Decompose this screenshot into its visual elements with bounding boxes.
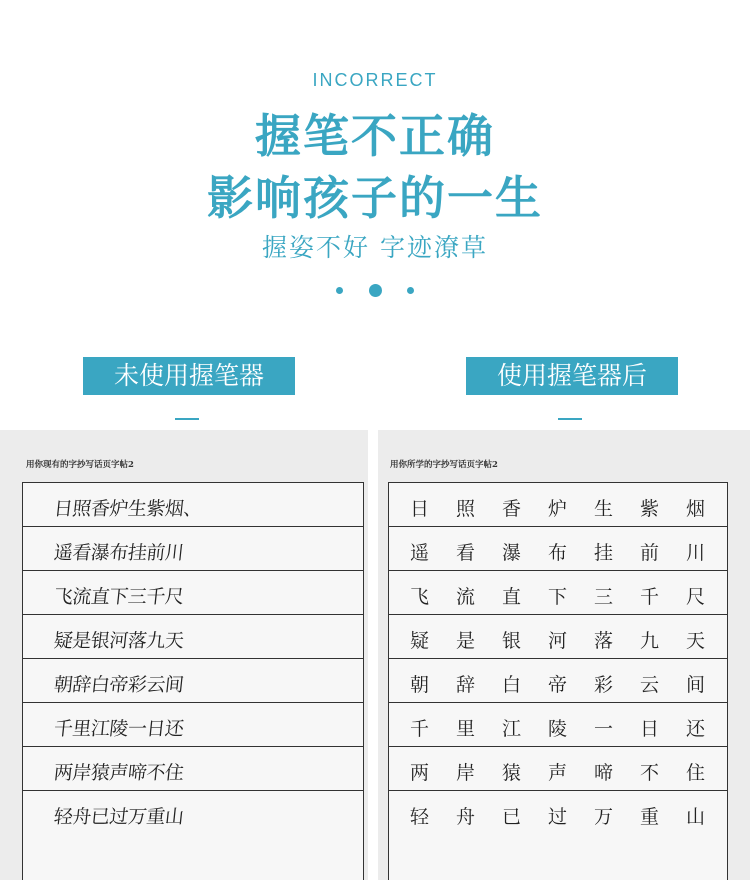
handwriting-char: 朝 <box>410 674 430 696</box>
handwriting-char: 日 <box>410 498 430 520</box>
handwriting-char: 川 <box>686 542 706 564</box>
writing-row <box>22 570 364 615</box>
handwriting-char: 香 <box>502 498 522 520</box>
handwriting-char: 千 <box>410 718 430 740</box>
handwriting-line: 千里江陵一日还 <box>52 718 185 740</box>
handwriting-line: 轻舟已过万重山 <box>52 806 185 828</box>
writing-row <box>388 526 728 571</box>
handwriting-char: 轻 <box>410 806 430 828</box>
decorative-dots <box>0 280 750 299</box>
writing-row <box>388 658 728 703</box>
handwriting-char: 辞 <box>456 674 476 696</box>
handwriting-char: 过 <box>548 806 568 828</box>
handwriting-char: 布 <box>548 542 568 564</box>
handwriting-line <box>410 538 732 565</box>
writing-sheet <box>22 482 364 880</box>
writing-row <box>388 482 728 527</box>
handwriting-char: 烟 <box>686 498 706 520</box>
writing-row <box>22 482 364 527</box>
handwriting-char: 还 <box>686 718 706 740</box>
writing-row <box>388 790 728 835</box>
label-after-dash <box>558 418 582 420</box>
handwriting-char: 江 <box>502 718 522 740</box>
writing-row <box>22 746 364 791</box>
handwriting-char: 日 <box>640 718 660 740</box>
handwriting-char: 挂 <box>594 542 614 564</box>
dot-icon <box>336 287 343 294</box>
handwriting-char: 万 <box>594 806 614 828</box>
handwriting-char: 生 <box>594 498 614 520</box>
handwriting-sample-after <box>378 430 750 880</box>
handwriting-line <box>410 494 732 521</box>
handwriting-char: 一 <box>594 718 614 740</box>
handwriting-char: 河 <box>548 630 568 652</box>
handwriting-char: 瀑 <box>502 542 522 564</box>
writing-row <box>388 570 728 615</box>
label-after: 使用握笔器后 <box>466 357 678 395</box>
handwriting-char: 紫 <box>640 498 660 520</box>
handwriting-char: 炉 <box>548 498 568 520</box>
handwriting-line: 两岸猿声啼不住 <box>52 762 185 784</box>
handwriting-char: 猿 <box>502 762 522 784</box>
handwriting-line <box>410 802 732 829</box>
handwriting-char: 声 <box>548 762 568 784</box>
headline-line-1: 握笔不正确 <box>255 109 495 163</box>
handwriting-line <box>410 758 732 785</box>
writing-row <box>22 526 364 571</box>
handwriting-char: 看 <box>456 542 476 564</box>
writing-row <box>22 658 364 703</box>
handwriting-char: 落 <box>594 630 614 652</box>
label-before: 未使用握笔器 <box>83 357 295 395</box>
handwriting-char: 九 <box>640 630 660 652</box>
handwriting-line <box>410 626 732 653</box>
sheet-border <box>363 482 364 880</box>
tagline: 握姿不好 字迹潦草 <box>262 233 488 262</box>
handwriting-char: 直 <box>502 586 522 608</box>
writing-sheet <box>388 482 728 880</box>
handwriting-line: 飞流直下三千尺 <box>52 586 185 608</box>
writing-row <box>22 702 364 747</box>
sheet-caption: 用你所学的字抄写话页字帖2 <box>390 460 498 470</box>
handwriting-char: 不 <box>640 762 660 784</box>
handwriting-char: 白 <box>502 674 522 696</box>
handwriting-line: 日照香炉生紫烟、 <box>52 498 204 520</box>
writing-row <box>22 614 364 659</box>
handwriting-line <box>410 582 732 609</box>
handwriting-char: 已 <box>502 806 522 828</box>
sheet-border <box>22 482 23 880</box>
sheet-caption: 用你现有的字抄写话页字帖2 <box>26 460 134 470</box>
handwriting-char: 舟 <box>456 806 476 828</box>
handwriting-char: 疑 <box>410 630 430 652</box>
label-before-dash <box>175 418 199 420</box>
handwriting-char: 住 <box>686 762 706 784</box>
handwriting-char: 里 <box>456 718 476 740</box>
handwriting-char: 飞 <box>410 586 430 608</box>
writing-row <box>388 746 728 791</box>
writing-row <box>388 614 728 659</box>
handwriting-char: 重 <box>640 806 660 828</box>
handwriting-char: 彩 <box>594 674 614 696</box>
sheet-border <box>388 482 389 880</box>
handwriting-char: 山 <box>686 806 706 828</box>
handwriting-char: 前 <box>640 542 660 564</box>
handwriting-char: 间 <box>686 674 706 696</box>
handwriting-char: 三 <box>594 586 614 608</box>
handwriting-char: 照 <box>456 498 476 520</box>
headline-line-2: 影响孩子的一生 <box>207 171 543 225</box>
handwriting-char: 帝 <box>548 674 568 696</box>
dot-icon <box>407 287 414 294</box>
handwriting-char: 是 <box>456 630 476 652</box>
writing-row <box>22 790 364 835</box>
handwriting-char: 银 <box>502 630 522 652</box>
handwriting-line: 疑是银河落九天 <box>52 630 185 652</box>
handwriting-char: 岸 <box>456 762 476 784</box>
handwriting-char: 千 <box>640 586 660 608</box>
handwriting-char: 陵 <box>548 718 568 740</box>
handwriting-char: 两 <box>410 762 430 784</box>
handwriting-char: 啼 <box>594 762 614 784</box>
writing-row <box>388 702 728 747</box>
handwriting-line <box>410 670 732 697</box>
subtitle-en: INCORRECT <box>312 70 438 90</box>
handwriting-char: 天 <box>686 630 706 652</box>
handwriting-line: 遥看瀑布挂前川 <box>52 542 185 564</box>
handwriting-char: 流 <box>456 586 476 608</box>
handwriting-line: 朝辞白帝彩云间 <box>52 674 185 696</box>
dot-icon <box>369 284 382 297</box>
handwriting-char: 尺 <box>686 586 706 608</box>
handwriting-line <box>410 714 732 741</box>
handwriting-sample-before <box>0 430 368 880</box>
sheet-border <box>727 482 728 880</box>
handwriting-char: 下 <box>548 586 568 608</box>
handwriting-char: 遥 <box>410 542 430 564</box>
handwriting-char: 云 <box>640 674 660 696</box>
